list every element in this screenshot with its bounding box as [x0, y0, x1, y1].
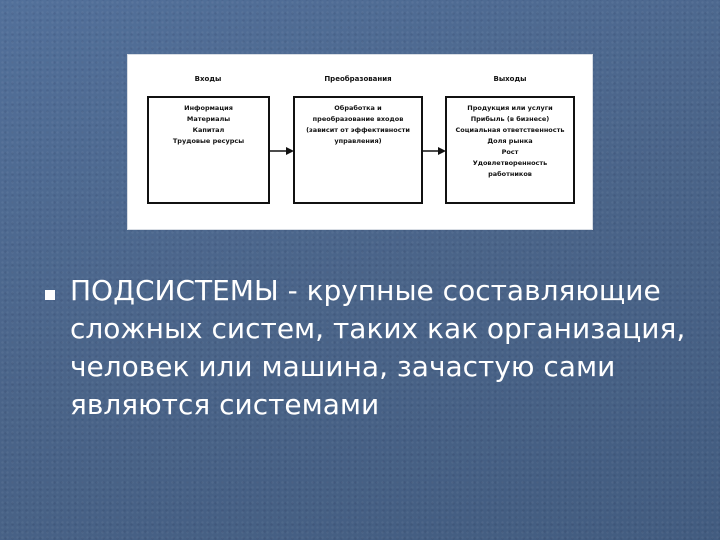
inputs-list	[148, 103, 269, 147]
flow-diagram	[127, 54, 593, 230]
output-item: Удовлетворенность	[472, 159, 548, 167]
input-item: Капитал	[192, 126, 225, 134]
input-item: Трудовые ресурсы	[172, 137, 245, 145]
output-item: Продукция или услуги	[467, 104, 553, 112]
output-item: Социальная ответственность	[455, 126, 565, 134]
transform-line: управления)	[334, 137, 382, 145]
arrow-head-1	[286, 147, 294, 155]
output-item: Рост	[501, 148, 519, 156]
header-transform: Преобразования	[324, 75, 392, 83]
output-item: Прибыль (в бизнесе)	[470, 115, 550, 123]
transform-line: преобразование входов	[312, 115, 404, 123]
input-item: Информация	[184, 104, 233, 112]
bullet-text: ПОДСИСТЕМЫ - крупные составляющие сложных систем, таких как организация, человек или машина, зачастую сами являются системами	[70, 274, 686, 421]
outputs-list	[446, 103, 574, 180]
header-inputs: Входы	[194, 75, 222, 83]
output-item: Доля рынка	[487, 137, 533, 145]
arrow-head-2	[438, 147, 446, 155]
bullet-square-icon	[45, 290, 55, 300]
transform-line: (зависит от эффективности	[306, 126, 410, 134]
transform-list	[294, 103, 422, 147]
transform-line: Обработка и	[334, 104, 382, 112]
input-item: Материалы	[186, 115, 231, 123]
header-outputs: Выходы	[493, 75, 527, 83]
output-item: работников	[488, 170, 532, 178]
